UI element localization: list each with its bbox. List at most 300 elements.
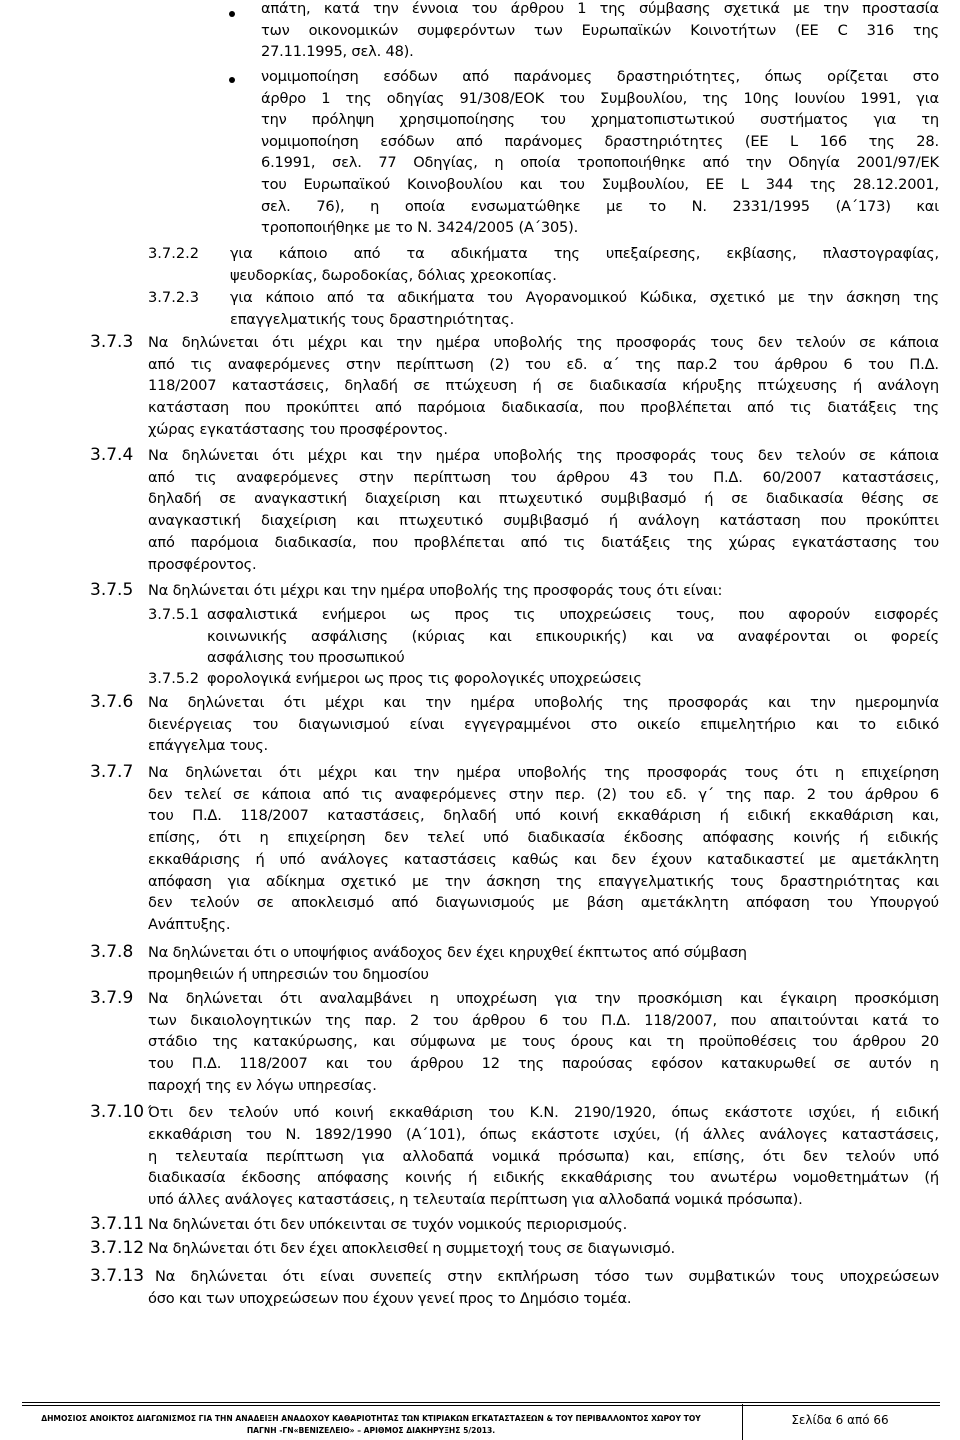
paragraph-line: ψευδορκίας, δωροδοκίας, δόλιας χρεοκοπίας. [230,266,557,284]
word: δηλώνεται [181,447,259,464]
word: τις [789,399,812,417]
word: 6 [539,1011,549,1029]
word: της [912,399,939,417]
paragraph-line [148,1148,939,1166]
word: Π.Δ. [601,1011,631,1029]
word: οι [853,627,868,645]
word: απαιτούνται [769,1011,859,1029]
word: δηλαδή [344,377,398,395]
word: της [345,89,372,107]
word: ΕΕ [705,176,724,193]
word: άρθρου [864,785,919,803]
word: ημέρα [456,764,501,781]
word: 6 [843,355,853,373]
word: εκκαθάριση [809,807,894,825]
word: εκβίασης, [726,245,797,262]
word: κατά [323,0,360,17]
paragraph-line [261,22,939,40]
word: φορείς [890,627,939,645]
word: ειδικής [887,829,939,847]
paragraph-line: φορολογικά ενήμεροι ως προς τις φορολογικές υποχρεώσεις [207,670,642,687]
word: στην [346,355,381,373]
word: οικείο [637,715,681,733]
word: για [227,872,251,890]
word: 344 [765,176,793,193]
word: της [635,355,662,373]
word: σε [731,490,748,508]
word: υπό [293,1104,320,1121]
word: διαδικασία [765,490,844,508]
section-number: 3.7.4 [90,445,134,465]
section-number: 3.7.12 [90,1238,145,1258]
word: της [912,289,939,306]
word: υποχρέωση [456,990,538,1007]
word: θέσης [861,490,905,508]
word: αμετάκλητη [851,850,939,868]
word: Ευρωπαϊκών [581,21,672,39]
word: κήρυξης [682,377,743,395]
word: 2190/1920, [574,1104,656,1121]
word: εκκαθάριση [148,1125,232,1143]
word: προβλέπεται [413,533,505,551]
word: του [559,176,585,193]
word: τις [563,533,586,551]
word: δηλώνεται [181,334,259,351]
paragraph-line [261,176,939,194]
word: Κ.Ν. [529,1104,559,1121]
word: στάδιο [148,1033,198,1051]
word: των [534,21,563,39]
word: ή [532,377,542,395]
word: το [648,197,666,215]
word: διαδικασία [589,377,667,395]
word: 1892/1990 [314,1125,392,1143]
word: σε [557,377,574,395]
word: ότι [278,764,302,781]
word: άσκηση [486,872,541,890]
word: για [916,89,939,107]
paragraph-line [148,490,939,508]
word: 60/2007 [762,468,822,486]
word: α΄ [602,355,620,373]
footer-rule-top [22,1402,940,1403]
paragraph-line [261,111,939,129]
word: δραστηριότητας [780,872,901,890]
word: για [554,990,578,1007]
word: παρόμοια [190,533,259,551]
word: από [462,68,489,85]
word: του [487,289,513,306]
word: (κύριας [411,627,466,645]
word: για [873,111,897,129]
word: του [733,355,759,373]
word: ή [852,377,863,395]
word: έκδοσης [623,829,684,847]
word: απόφαση [148,872,212,890]
paragraph-line [148,1126,939,1144]
word: μέχρι [307,334,347,351]
word: προσφοράς [616,447,697,464]
word: παρούσας [562,1055,634,1073]
word: του [471,0,498,17]
word: την [373,0,399,17]
paragraph-line [148,851,939,869]
word: τελεί [184,785,222,803]
word: και [356,512,380,530]
word: με [778,289,795,306]
bullet-dot [229,11,235,17]
word: στην [447,1268,483,1285]
word: σε [859,334,876,351]
word: πτώχευση [445,377,517,395]
word: και [519,176,543,193]
word: L [740,176,749,193]
word: πτώχευσης [757,377,838,395]
word: ή [255,850,265,868]
word: τους [710,447,745,464]
word: Κοινοτήτων [690,21,776,39]
word: της [556,872,583,890]
paragraph-line [148,786,939,804]
word: δηλαδή [148,490,202,508]
paragraph-line [148,1033,939,1051]
word: καταστάσεις [403,850,497,868]
word: προσφοράς [616,334,697,351]
word: τελούν [189,894,240,912]
paragraph-line [148,377,939,395]
word: την [396,447,422,464]
word: ανάλογη [637,512,700,530]
word: είναι [409,715,445,733]
word: νομικά [491,1147,541,1165]
word: στην [508,785,544,803]
word: ημέρα [435,334,480,351]
bullet-dot [229,77,235,83]
word: χώρας [728,533,776,551]
word: στην [358,468,394,486]
word: ασφαλιστικά [207,606,298,623]
paragraph-line: Ανάπτυξης. [148,915,231,933]
word: απάτη, [261,0,311,17]
word: υποβολής [534,694,604,711]
word: διαδικασία [148,1169,226,1187]
word: η [929,1055,939,1073]
word: του [148,1055,174,1073]
word: σχετικό [340,872,397,890]
word: αναγκαστική [148,512,241,530]
word: Να [148,694,169,711]
word: σε [859,447,876,464]
paragraph-line: όσο και των υποχρεώσεων που έχουν γενεί προς το Δημόσιο τομέα. [148,1289,632,1307]
word: άρθρου [774,355,828,373]
word: διαδικασία, [501,399,584,417]
word: ότι [762,1147,785,1165]
paragraph-line: ασφάλισης του προσωπικού [207,649,405,667]
word: αναφερόμενες [394,785,497,803]
word: του [827,785,854,803]
paragraph-line [207,628,939,646]
word: από [391,894,419,912]
word: από [456,132,483,150]
word: άρθρου [410,1055,464,1073]
word: διατάξεις [827,399,898,417]
word: τους [730,872,765,890]
word: (ή [924,1169,939,1187]
word: κοινής [405,1169,453,1187]
word: ή [719,807,729,825]
word: 2331/1995 [732,197,810,215]
word: παρ.2 [676,355,718,373]
paragraph-line: προσφέροντος. [148,555,257,573]
word: ενσωματώθηκε [470,197,581,215]
word: ειδική [895,1104,939,1121]
word: η [429,990,439,1007]
word: ασφάλισης [311,627,388,645]
word: αλλοδαπά [402,1147,474,1165]
word: εδ. [665,785,687,803]
word: που [738,606,765,623]
word: 76), [316,197,345,215]
word: όρους [570,1033,614,1051]
word: την [444,872,471,890]
footer-rule-bottom [22,1405,940,1406]
word: καταστάσεις, [841,1125,939,1143]
word: δεν [148,785,173,803]
word: διενέργειας [148,715,233,733]
word: απόφασης [702,829,775,847]
word: της [622,694,649,711]
word: με [412,872,429,890]
word: την [594,990,621,1007]
word: από [148,533,175,551]
word: την [810,694,836,711]
word: της [912,21,939,39]
paragraph-line: Να δηλώνεται ότι δεν έχει αποκλεισθεί η συμμετοχή τους σε διαγωνισμό. [148,1240,675,1257]
word: ως [410,606,431,623]
word: των [644,1268,674,1285]
word: παρ. [364,1011,397,1029]
word: πτωχευτικό [498,490,583,508]
section-number: 3.7.5 [90,580,134,600]
paragraph-line [148,873,939,891]
word: έχουν [651,850,692,868]
word: κοινωνικής [207,627,288,645]
section-number: 3.7.10 [90,1102,145,1122]
word: τα [366,289,385,306]
section-number: 3.7.2.2 [148,245,200,262]
word: Να [148,764,169,781]
paragraph-line: επαγγελματικής τους δραστηριότητας. [230,310,515,328]
word: υποβολής [493,447,563,464]
word: στο [912,68,939,85]
word: δραστηριότητες, [616,68,740,85]
section-number: 3.7.5.2 [148,670,200,687]
word: διαχείριση [260,512,337,530]
word: υπό [279,850,306,868]
word: και [383,694,406,711]
word: Κοινοβουλίου [406,176,503,193]
word: αναγκαστική [254,490,347,508]
word: Π.Δ. [192,807,222,825]
word: από [326,289,354,306]
word: σε [833,1055,851,1073]
word: δεν [757,334,783,351]
word: Π.Δ. [909,355,939,373]
word: τις [361,785,383,803]
word: κάποια [261,785,311,803]
word: επίσης, [148,829,200,847]
word: 166 [819,132,847,150]
paragraph-line [261,198,939,216]
word: καταστάσεις, [327,807,425,825]
paragraph-line [148,1055,939,1073]
word: παράνομες [504,132,583,150]
word: κατακυρωθεί [720,1055,816,1073]
word: οποία [520,154,561,172]
word: με [490,1033,507,1051]
word: 1 [577,0,587,17]
word: υποβολής [517,764,588,781]
paragraph-line [230,245,939,263]
word: 6.1991, [261,154,316,172]
word: Να [148,447,169,464]
section-number: 3.7.6 [90,692,134,712]
word: από [322,785,350,803]
word: και [360,334,383,351]
word: σελ. [332,154,362,172]
word: διαχείριση [364,490,441,508]
word: πρόσωπα) [558,1147,630,1165]
word: τις [190,355,213,373]
word: επιχείρηση [861,764,939,781]
word: τη [921,111,939,129]
word: εγκατάστασης [791,533,898,551]
word: περίπτωση [396,355,474,373]
word: προβλέπεται [640,399,732,417]
word: σύμβασης [638,0,711,17]
word: Ν. [691,197,707,215]
word: των [261,21,290,39]
word: κοινή [559,807,599,825]
word: από [702,154,730,172]
word: που [820,512,847,530]
word: πρόληψη [311,111,375,129]
section-number: 3.7.3 [90,332,134,352]
paragraph-line [261,133,939,151]
word: την [396,334,422,351]
word: δηλαδή [443,807,497,825]
word: έκδοσης [241,1169,302,1187]
word: δεν [611,850,636,868]
word: 118/2007 [148,377,217,395]
word: διαδικασία [527,829,605,847]
word: σχετικά [723,0,780,17]
word: ότι [272,447,295,464]
word: 118/2007, [644,1011,717,1029]
word: αναλαμβάνει [319,990,413,1007]
word: και [916,197,939,215]
word: του [667,468,694,486]
word: ειδικό [895,715,939,733]
word: για [230,245,253,262]
word: αφορούν [788,606,850,623]
word: τελούν [795,334,846,351]
word: άρθρου [472,1011,526,1029]
section-number: 3.7.5.1 [148,606,200,623]
word: τελούν [795,447,846,464]
paragraph-line: Να δηλώνεται ότι μέχρι και την ημέρα υποβολής της προσφοράς τους ότι είναι: [148,582,723,599]
paragraph-line: τροποποιήθηκε με το Ν. 3424/2005 (Α΄305). [261,219,579,237]
word: εκκαθάριση [616,807,701,825]
word: της [725,785,752,803]
word: και, [911,807,939,825]
word: (Α΄101), [405,1125,466,1143]
word: ότι [282,1268,305,1285]
paragraph-line [148,829,939,847]
word: προσκόμιση [637,990,723,1007]
word: 2001/97/ΕΚ [856,154,939,172]
word: Συμβουλίου, [601,176,689,193]
word: του [913,533,939,551]
word: ενήμεροι [321,606,386,623]
word: τις [513,606,536,623]
word: χρηματοπιστωτικού [590,111,735,129]
word: απόφασης [317,1169,390,1187]
paragraph-line: επάγγελμα τους. [148,737,268,755]
paragraph-line: παροχή της εν λόγω υπηρεσίας. [148,1076,377,1094]
paragraph-line [261,154,939,172]
word: αναφερόμενες [227,355,331,373]
word: του [868,355,894,373]
word: εσόδων [383,68,438,85]
word: 118/2007 [240,807,309,825]
word: ημέρα [435,447,480,464]
word: η [259,829,269,847]
word: δηλώνεται [185,990,263,1007]
word: υπό [483,829,509,847]
word: την [745,154,772,172]
word: 2 [806,785,816,803]
word: (Α΄173) [835,197,891,215]
word: συστήματος [760,111,849,129]
word: εδ. [566,355,588,373]
word: 91/308/ΕΟΚ [459,89,545,107]
word: αναφέρονται [737,627,831,645]
section-number: 3.7.2.3 [148,289,200,306]
word: Αγορανομικού [525,289,627,306]
word: τόσο [594,1268,630,1285]
word: συμφερόντων [417,21,515,39]
word: στο [590,715,618,733]
word: κατακύρωσης, [253,1033,358,1051]
word: του [540,111,566,129]
word: μέχρι [307,447,347,464]
word: εφόσον [651,1055,703,1073]
word: και [360,447,383,464]
word: μέχρι [325,694,364,711]
word: C [837,21,848,39]
word: και [458,490,481,508]
word: εσόδων [380,132,435,150]
word: προκύπτει [866,512,939,530]
word: νομιμοποίηση [261,68,359,85]
word: του [488,1104,515,1121]
word: βάση [586,894,624,912]
word: υπό [913,1147,939,1165]
word: ή [608,512,618,530]
word: ή [859,829,869,847]
word: η [494,154,504,172]
